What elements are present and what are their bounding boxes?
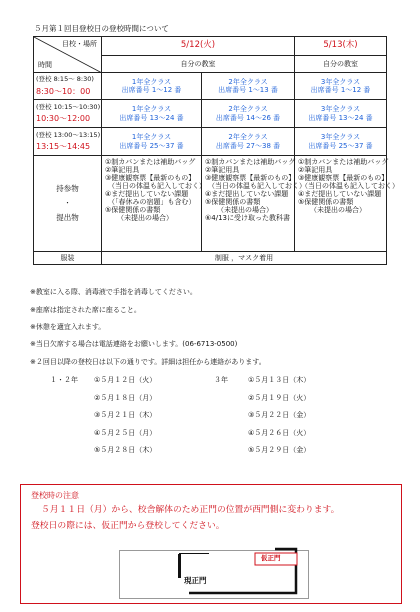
items-list-2 [202, 156, 306, 252]
period-time: 10:30～12:00 [36, 114, 91, 124]
list-item: （当日の体温も記入しておく） [301, 182, 400, 191]
number-range: 出席番号 1～13 番 [218, 86, 278, 94]
class-label: 3年全クラス [320, 77, 361, 86]
list-item: ②筆記用具 [105, 166, 140, 175]
number-range: 出席番号 13～24 番 [308, 113, 373, 122]
grade-label-12: １・２年 [50, 376, 78, 384]
place-cell-1: 自分の教室 [102, 56, 295, 73]
list-item: ⑥4/13に受け取った教科書 [205, 214, 290, 223]
note-item: ※休憩を適宜入れます。 [30, 323, 106, 331]
items-list-1 [102, 156, 206, 252]
period-time: 8:30～10：00 [36, 86, 91, 96]
class-label: 1年全クラス [131, 105, 172, 114]
number-range: 出席番号 13～24 番 [119, 113, 184, 122]
list-item: ②筆記用具 [205, 166, 240, 175]
dress-value: 制服 ，マスク着用 [102, 252, 387, 265]
class-label: 2年全クラス [228, 133, 268, 142]
table-row [34, 73, 387, 100]
page-title: ５月第１回目登校日の登校時間について [34, 24, 169, 33]
date-item: ③５月２２日（金） [248, 411, 311, 419]
number-range: 出席番号 25～37 番 [308, 141, 373, 150]
list-item: ④まだ提出していない課題 [105, 190, 189, 199]
table-row [34, 100, 387, 128]
note-item: ※２回目以降の登校日は以下の通りです。詳細は担任から連絡があります。 [30, 358, 266, 366]
date-item: ②５月１８日（月） [94, 394, 157, 402]
list-item: ④まだ提出していない課題 [205, 190, 289, 199]
header-time: 時間 [38, 61, 52, 69]
grade-label-3: ３年 [214, 376, 228, 384]
list-item: ③健康観察票【最新のもの】 [298, 174, 389, 183]
date-item: ④５月２５日（月） [94, 429, 157, 437]
current-gate-label: 現正門 [184, 576, 207, 585]
items-list-3 [295, 156, 400, 252]
scheduled-time: (登校 8:15～ 8:30) [36, 75, 94, 84]
list-item: ④まだ提出していない課題 [298, 190, 382, 199]
caution-line-1: ５月１１日（月）から、校舎解体のため正門の位置が西門側に変わります。 [41, 505, 340, 515]
list-item: （「春休みの宿題」も含む） [108, 198, 196, 207]
class-label: 2年全クラス [228, 105, 268, 114]
list-item: （未提出の場合） [117, 214, 173, 223]
scheduled-time: (登校 10:15～10:30) [36, 102, 101, 111]
note-item: ※当日欠席する場合は電話連絡をお願いします。(06-6713-0500) [30, 340, 238, 348]
header-purpose: 目校・場所 [62, 40, 97, 48]
items-label-2: 提出物 [56, 212, 79, 222]
items-label-cell [34, 156, 102, 252]
note-item: ※座席は指定された席に座ること。 [30, 306, 141, 314]
number-range: 出席番号 1～12 番 [310, 86, 371, 94]
date-item: ①５月１２日（火） [94, 376, 157, 384]
dress-label: 服装 [34, 252, 102, 265]
temp-gate-label: 仮正門 [261, 554, 281, 562]
list-item: （当日の体温も記入しておく） [108, 182, 206, 191]
date-item: ④５月２６日（火） [248, 429, 311, 437]
list-item: （未提出の場合） [217, 206, 273, 215]
items-label-dot: ・ [64, 199, 71, 208]
gate-route-map [21, 485, 401, 603]
items-label-1: 持参物 [56, 183, 79, 193]
list-item: ⑤保健関係の書類 [298, 198, 354, 207]
list-item: ①制カバンまたは補助バッグ [205, 158, 296, 166]
list-item: ③健康観察票【最新のもの】 [105, 174, 196, 183]
class-label: 3年全クラス [320, 133, 361, 142]
list-item: ⑤保健関係の書類 [205, 198, 261, 207]
list-item: （未提出の場合） [310, 206, 367, 215]
number-range: 出席番号 27～38 番 [215, 141, 281, 150]
class-label: 1年全クラス [131, 133, 172, 142]
date-item: ②５月１９日（火） [248, 394, 311, 402]
number-range: 出席番号 14～26 番 [215, 113, 281, 122]
gate-line [179, 553, 209, 568]
list-item: ③健康観察票【最新のもの】 [205, 174, 296, 183]
note-item: ※教室に入る際、消毒液で手指を消毒してください。 [30, 288, 197, 296]
caution-box [20, 484, 402, 604]
class-label: 3年全クラス [320, 105, 361, 114]
list-item: （当日の体温も記入しておく） [208, 182, 306, 191]
schedule-table [33, 36, 400, 265]
class-label: 2年全クラス [228, 77, 268, 86]
table-row [34, 252, 387, 265]
date-item: ⑤５月２９日（金） [248, 446, 311, 454]
period-time: 13:15～14:45 [36, 142, 91, 152]
list-item: ①制カバンまたは補助バッグ [105, 158, 196, 166]
caution-line-2: 登校日の際には、仮正門から登校してください。 [31, 521, 225, 531]
table-row [34, 128, 387, 156]
date-item: ①５月１３日（木） [248, 376, 311, 384]
table-corner-cell [34, 37, 102, 73]
list-item: ⑤保健関係の書類 [105, 206, 161, 215]
place-cell-2: 自分の教室 [295, 56, 387, 73]
date-item: ⑤５月２８日（木） [94, 446, 157, 454]
date-header-2: 5/13(木) [295, 37, 387, 56]
caution-title: 登校時の注意 [31, 491, 79, 500]
list-item: ②筆記用具 [298, 166, 333, 175]
number-range: 出席番号 25～37 番 [119, 141, 184, 150]
list-item: ①制カバンまたは補助バッグ [298, 158, 389, 166]
number-range: 出席番号 1～12 番 [121, 86, 182, 94]
date-item: ③５月２１日（木） [94, 411, 157, 419]
date-header-1: 5/12(火) [102, 37, 295, 56]
class-label: 1年全クラス [131, 77, 172, 86]
table-row [34, 156, 387, 252]
scheduled-time: (登校 13:00～13:15) [36, 130, 101, 139]
